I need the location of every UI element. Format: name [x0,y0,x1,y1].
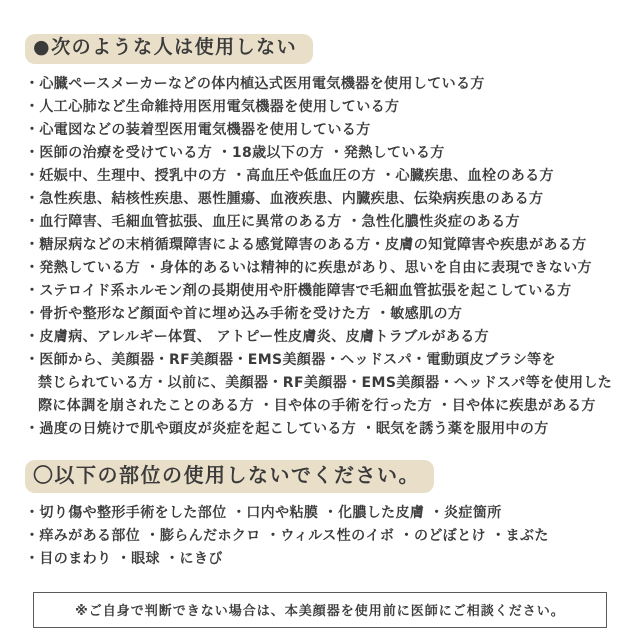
list-item: ・皮膚病、アレルギー体質、 アトピー性皮膚炎、皮膚トラブルがある方 [25,328,490,345]
list-item: ・骨折や整形など顔面や首に埋め込み手術を受けた方 ・敏感肌の方 [25,305,463,322]
list-item: ・急性疾患、結核性疾患、悪性腫瘍、血液疾患、内臓疾患、伝染病疾患のある方 [25,190,544,207]
list-item: ・血行障害、毛細血管拡張、血圧に異常のある方 ・急性化膿性炎症のある方 [25,213,520,230]
section-title-no-use-persons: ●次のような人は使用しない [25,34,313,64]
list-item: ・人工心肺など生命維持用医用電気機器を使用している方 [25,98,400,115]
doctor-consultation-note: ※ご自身で判断できない場合は、本美顔器を使用前に医師にご相談ください。 [33,592,607,628]
list-item: ・妊娠中、生理中、授乳中の方 ・高血圧や低血圧の方 ・心臓疾患、血栓のある方 [25,167,554,184]
section-title-no-use-areas: 〇以下の部位の使用しないでください。 [25,460,434,493]
section-no-use-areas [25,460,618,571]
list-item: ・目のまわり ・眼球 ・にきび [25,550,223,567]
list-item: 際に体調を崩されたことのある方 ・目や体の手術を行った方 ・目や体に疾患がある方 [38,397,596,414]
no-use-persons-list [25,73,618,441]
list-item: ・糖尿病などの末梢循環障害による感覚障害のある方・皮膚の知覚障害や疾患がある方 [25,236,587,253]
list-item: ・心電図などの装着型医用電気機器を使用している方 [25,121,371,138]
list-item: ・心臓ペースメーカーなどの体内植込式医用電気機器を使用している方 [25,75,485,92]
section-no-use-persons [25,34,618,441]
list-item: ・医師から、美顔器・RF美顔器・EMS美顔器・ヘッドスパ・電動頭皮ブラシ等を [25,351,556,368]
no-use-areas-list [25,502,618,571]
list-item: 禁じられている方・以前に、美顔器・RF美顔器・EMS美顔器・ヘッドスパ等を使用した [38,374,613,391]
list-item: ・過度の日焼けで肌や頭皮が炎症を起こしている方 ・眠気を誘う薬を服用中の方 [25,420,549,437]
list-item: ・医師の治療を受けている方 ・18歳以下の方 ・発熱している方 [25,144,445,161]
list-item: ・切り傷や整形手術をした部位 ・口内や粘膜 ・化膿した皮膚 ・炎症箇所 [25,504,502,521]
list-item: ・痒みがある部位 ・膨らんだホクロ ・ウィルス性のイボ ・のどぼとけ ・まぶた [25,527,549,544]
list-item: ・発熱している方 ・身体的あるいは精神的に疾患があり、思いを自由に表現できない方 [25,259,592,276]
list-item: ・ステロイド系ホルモン剤の長期使用や肝機能障害で毛細血管拡張を起こしている方 [25,282,572,299]
